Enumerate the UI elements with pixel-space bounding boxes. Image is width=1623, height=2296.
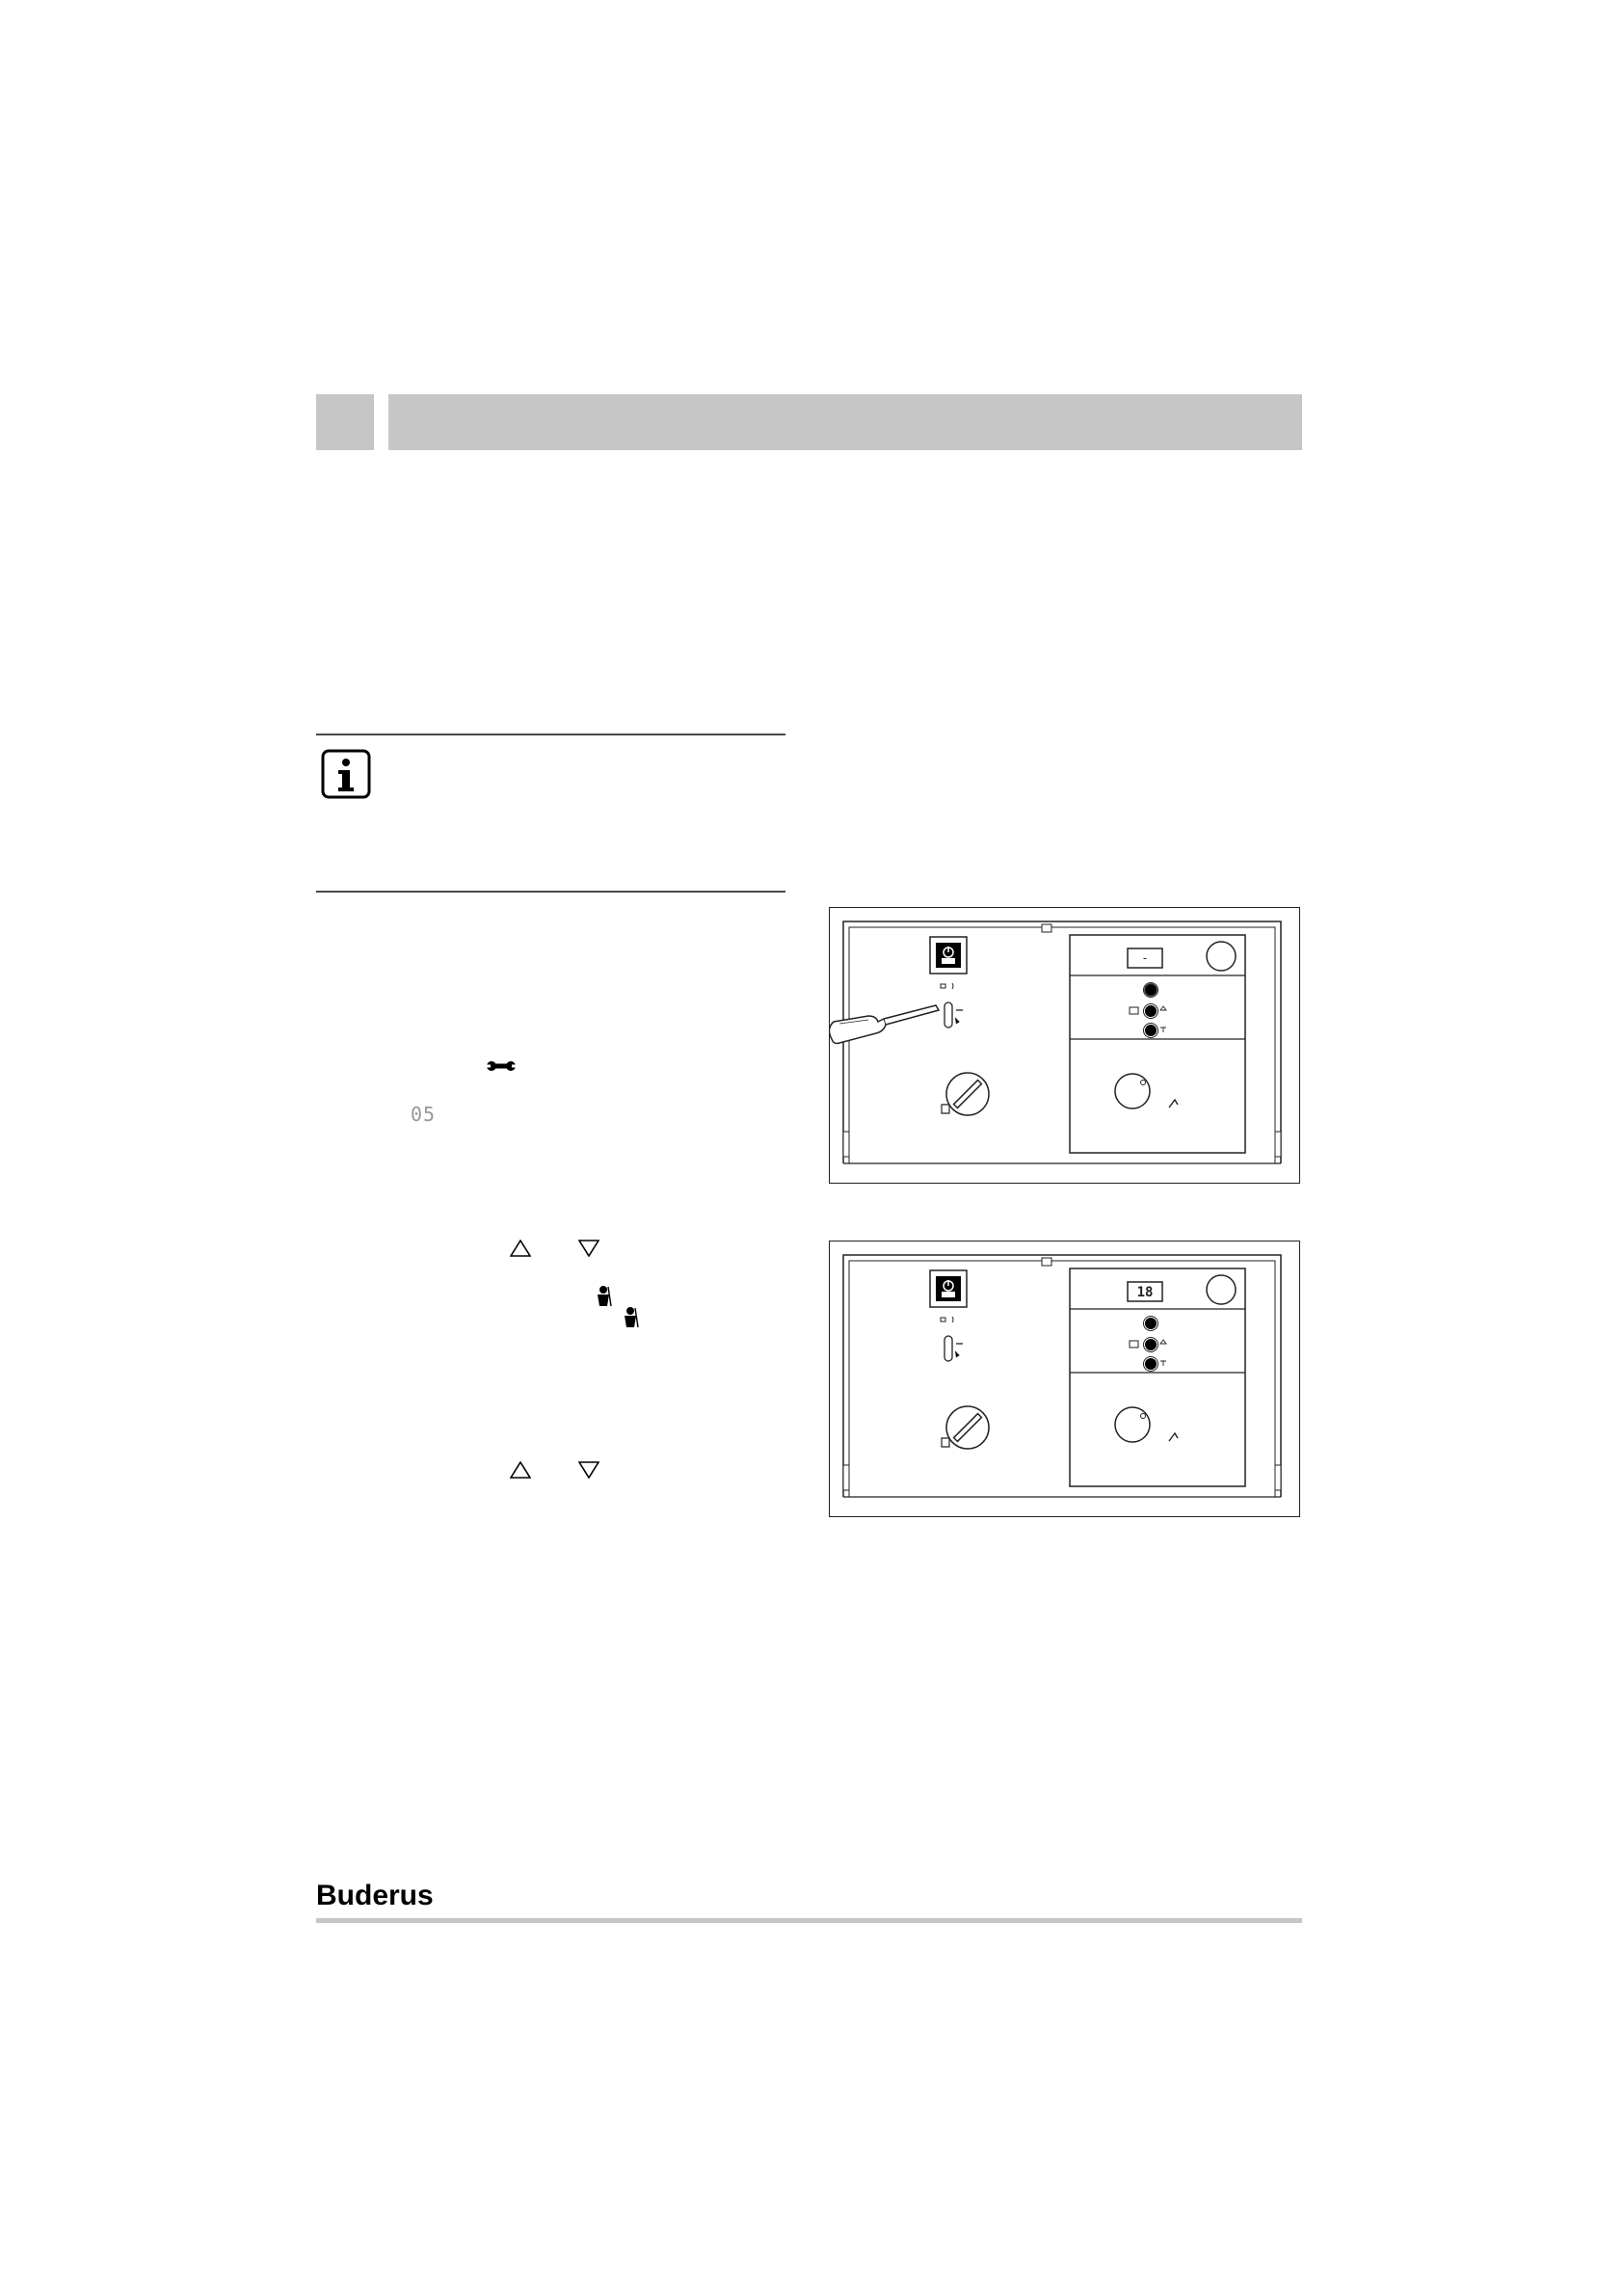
info-icon	[321, 749, 371, 799]
control-panel-figure-2	[829, 1241, 1300, 1517]
triangle-up-icon	[510, 1240, 531, 1257]
display-readout: -	[1141, 951, 1149, 965]
note-top-rule	[316, 734, 785, 735]
triangle-up-icon	[510, 1461, 531, 1479]
chapter-number-box	[316, 394, 374, 450]
triangle-down-icon	[578, 1240, 599, 1257]
control-panel-drawing	[830, 1241, 1301, 1518]
service-code-display: 05	[411, 1103, 437, 1126]
display-readout: 18	[1136, 1285, 1154, 1300]
note-bottom-rule	[316, 891, 785, 893]
control-panel-drawing	[830, 908, 1301, 1185]
triangle-down-icon	[578, 1461, 599, 1479]
wrench-icon	[487, 1057, 516, 1075]
chapter-title-bar	[388, 394, 1302, 450]
chimney-sweep-icon	[595, 1285, 612, 1308]
chimney-sweep-icon	[622, 1306, 639, 1329]
control-panel-figure-1	[829, 907, 1300, 1184]
brand-logo: Buderus	[316, 1880, 434, 1911]
footer-rule	[316, 1918, 1302, 1923]
